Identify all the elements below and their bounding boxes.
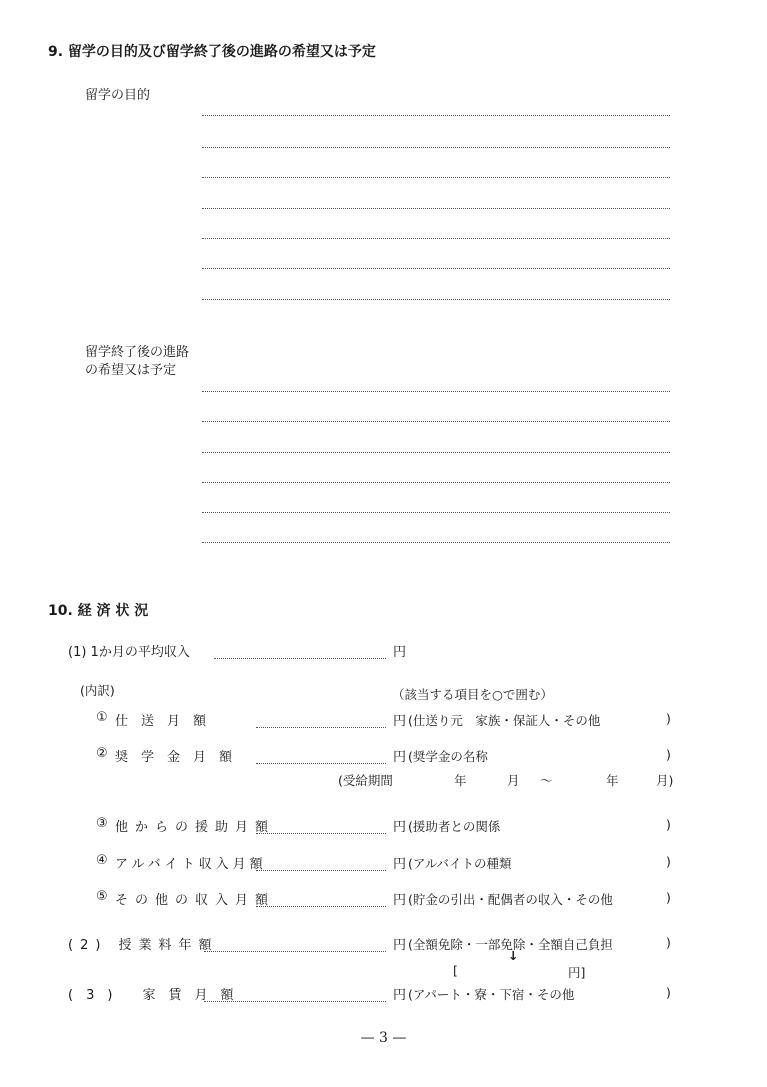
purpose-line[interactable] <box>202 299 670 300</box>
row-5-label: その他の収入月額 <box>115 893 276 908</box>
purpose-line[interactable] <box>202 147 670 148</box>
period-label: (受給期間 <box>338 773 393 788</box>
row-2-num: ② <box>96 746 108 761</box>
row-3-num: ③ <box>96 816 108 831</box>
row-1-close: ) <box>666 711 671 726</box>
purpose-line[interactable] <box>202 177 670 178</box>
row-4-num: ④ <box>96 853 108 868</box>
period-end-month: 月) <box>656 773 674 788</box>
period-start-year: 年 <box>454 773 467 788</box>
item3-note: (アパート・寮・下宿・その他 <box>408 987 575 1002</box>
row-1-note: (仕送り元 家族・保証人・その他 <box>408 713 601 728</box>
purpose-line[interactable] <box>202 268 670 269</box>
item2-label: (2) 授業料年額 <box>68 938 219 953</box>
row-4-label: アルバイト収入月額 <box>115 857 267 872</box>
row-3-yen: 円 <box>393 820 407 835</box>
item3-yen: 円 <box>393 988 407 1003</box>
item2-note: (全額免除・一部免除・全額自己負担 <box>408 937 613 952</box>
career-line[interactable] <box>202 421 670 422</box>
row-1-field[interactable] <box>256 727 386 728</box>
row-4-yen: 円 <box>393 857 407 872</box>
row-5-close: ) <box>666 890 671 905</box>
item3-close: ) <box>666 985 671 1000</box>
breakdown-label: (内訳) <box>80 683 115 698</box>
item2-close: ) <box>666 935 671 950</box>
yen-unit: 円 <box>393 645 407 660</box>
row-3-note: (援助者との関係 <box>408 819 501 834</box>
row-1-num: ① <box>96 710 108 725</box>
career-line[interactable] <box>202 482 670 483</box>
purpose-line[interactable] <box>202 238 670 239</box>
career-label-line2: の希望又は予定 <box>85 363 177 378</box>
bracket-open: [ <box>453 963 458 978</box>
career-line[interactable] <box>202 391 670 392</box>
row-2-note: (奨学金の名称 <box>408 749 488 764</box>
circle-note: （該当する項目を○で囲む） <box>392 687 553 702</box>
period-start-month: 月 <box>507 773 520 788</box>
income-field[interactable] <box>214 658 386 659</box>
row-2-label: 奨学金月額 <box>115 750 246 765</box>
page-number: — 3 — <box>360 1030 407 1046</box>
period-tilde: ～ <box>540 773 553 788</box>
row-3-close: ) <box>666 817 671 832</box>
row-2-close: ) <box>666 747 671 762</box>
arrow-down-icon: ↓ <box>508 948 519 963</box>
tuition-field[interactable] <box>204 951 386 952</box>
purpose-line[interactable] <box>202 115 670 116</box>
row-2-field[interactable] <box>256 763 386 764</box>
period-end-year: 年 <box>606 773 619 788</box>
career-line[interactable] <box>202 512 670 513</box>
purpose-label: 留学の目的 <box>85 88 151 103</box>
section-9-heading: 9. 留学の目的及び留学終了後の進路の希望又は予定 <box>48 44 376 60</box>
row-1-yen: 円 <box>393 714 407 729</box>
career-label-line1: 留学終了後の進路 <box>85 345 190 360</box>
bracket-close: 円] <box>568 965 586 980</box>
item3-label: (3) 家賃月額 <box>68 988 247 1003</box>
career-line[interactable] <box>202 542 670 543</box>
row-3-label: 他からの援助月額 <box>115 820 276 835</box>
row-3-field[interactable] <box>256 833 386 834</box>
row-4-field[interactable] <box>256 870 386 871</box>
purpose-line[interactable] <box>202 208 670 209</box>
rent-field[interactable] <box>204 1001 386 1002</box>
row-5-yen: 円 <box>393 893 407 908</box>
row-4-close: ) <box>666 854 671 869</box>
row-5-field[interactable] <box>256 906 386 907</box>
row-5-note: (貯金の引出・配偶者の収入・その他 <box>408 892 613 907</box>
career-line[interactable] <box>202 452 670 453</box>
row-4-note: (アルバイトの種類 <box>408 856 512 871</box>
item1-label: (1) 1か月の平均収入 <box>68 645 190 660</box>
section-10-heading: 10. 経 済 状 況 <box>48 603 149 619</box>
row-5-num: ⑤ <box>96 889 108 904</box>
item2-yen: 円 <box>393 938 407 953</box>
row-2-yen: 円 <box>393 750 407 765</box>
row-1-label: 仕送月額 <box>115 714 220 729</box>
